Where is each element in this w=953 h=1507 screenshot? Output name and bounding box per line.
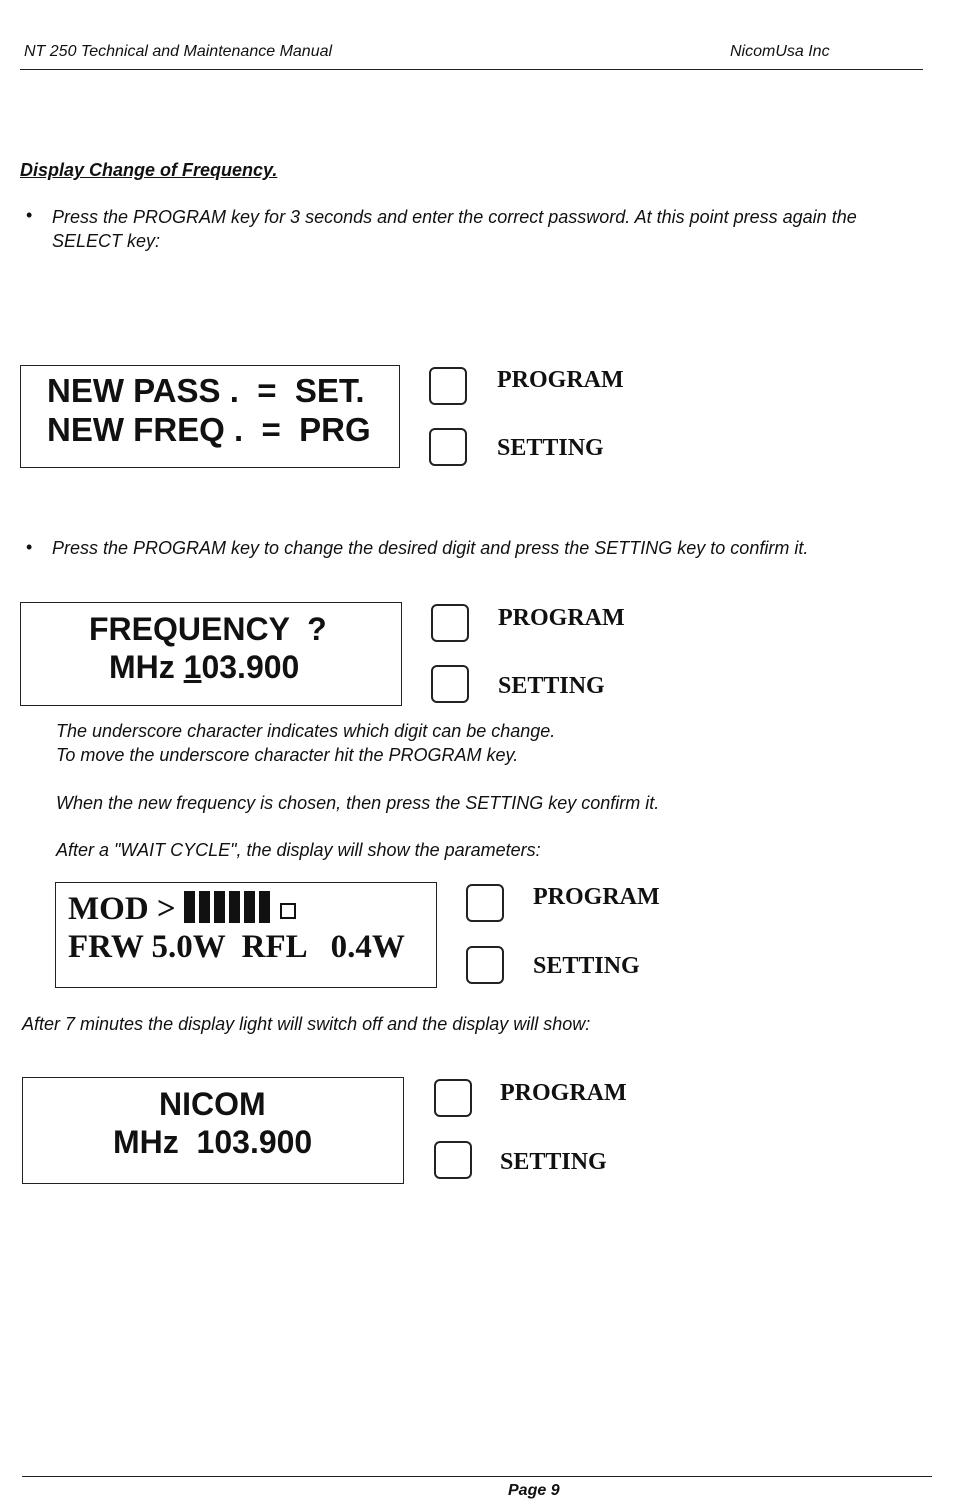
paragraph-3: After 7 minutes the display light will switch off and the display will show: xyxy=(22,1014,591,1034)
lcd-line-2: MHz 103.900 xyxy=(113,1124,313,1160)
bullet: • xyxy=(26,537,33,557)
paragraph-1-line-1: Press the PROGRAM key for 3 seconds and enter the correct password. At this point press again the xyxy=(52,207,857,227)
lcd-line-2: NEW FREQ . = PRG xyxy=(47,411,371,448)
lcd-line-1: NICOM xyxy=(159,1086,266,1122)
modulation-block-filled xyxy=(214,891,225,923)
setting-key-label: SETTING xyxy=(500,1149,607,1175)
setting-key-label: SETTING xyxy=(498,673,605,699)
frequency-prefix: MHz xyxy=(109,649,184,685)
program-key[interactable] xyxy=(466,884,504,922)
paragraph-1 xyxy=(52,205,932,253)
bullet: • xyxy=(26,205,33,225)
setting-key-label: SETTING xyxy=(497,435,604,461)
header-rule xyxy=(20,69,923,70)
program-key[interactable] xyxy=(431,604,469,642)
modulation-block-filled xyxy=(229,891,240,923)
paragraph-2: Press the PROGRAM key to change the desired digit and press the SETTING key to confirm it. xyxy=(52,538,809,558)
header-company: NicomUsa Inc xyxy=(730,43,830,60)
page-number: Page 9 xyxy=(508,1482,560,1499)
modulation-block-filled xyxy=(199,891,210,923)
setting-key[interactable] xyxy=(431,665,469,703)
footer-rule xyxy=(22,1476,932,1477)
lcd-line-1: NEW PASS . = SET. xyxy=(47,372,365,409)
header-title: NT 250 Technical and Maintenance Manual xyxy=(24,43,333,60)
lcd-display-frequency xyxy=(20,602,402,706)
lcd-display-new-pass xyxy=(20,365,400,468)
lcd-display-parameters xyxy=(55,882,437,988)
program-key-label: PROGRAM xyxy=(498,605,625,631)
note-line-1: The underscore character indicates which digit can be change. xyxy=(56,721,556,741)
modulation-block-empty xyxy=(280,903,296,919)
note-line-2: To move the underscore character hit the PROGRAM key. xyxy=(56,745,519,765)
program-key-label: PROGRAM xyxy=(497,367,624,393)
note-line-4: After a "WAIT CYCLE", the display will show the parameters: xyxy=(56,840,541,860)
mod-label: MOD > xyxy=(68,891,176,927)
section-title: Display Change of Frequency. xyxy=(20,160,278,180)
lcd-display-idle xyxy=(22,1077,404,1184)
modulation-bar xyxy=(184,891,296,927)
setting-key[interactable] xyxy=(429,428,467,466)
modulation-block-filled xyxy=(259,891,270,923)
lcd-line-2 xyxy=(109,649,299,686)
setting-key[interactable] xyxy=(434,1141,472,1179)
cursor-digit: 1 xyxy=(183,649,202,685)
modulation-block-filled xyxy=(244,891,255,923)
frequency-rest: 03.900 xyxy=(201,649,300,685)
program-key-label: PROGRAM xyxy=(533,884,660,910)
paragraph-1-line-2: SELECT key: xyxy=(52,231,161,251)
program-key[interactable] xyxy=(429,367,467,405)
setting-key-label: SETTING xyxy=(533,953,640,979)
lcd-line-1 xyxy=(68,891,296,928)
lcd-line-1: FREQUENCY ? xyxy=(89,611,327,647)
modulation-block-filled xyxy=(184,891,195,923)
program-key-label: PROGRAM xyxy=(500,1080,627,1106)
lcd-line-2: FRW 5.0W RFL 0.4W xyxy=(68,929,405,965)
setting-key[interactable] xyxy=(466,946,504,984)
note-line-3: When the new frequency is chosen, then press the SETTING key confirm it. xyxy=(56,793,660,813)
program-key[interactable] xyxy=(434,1079,472,1117)
